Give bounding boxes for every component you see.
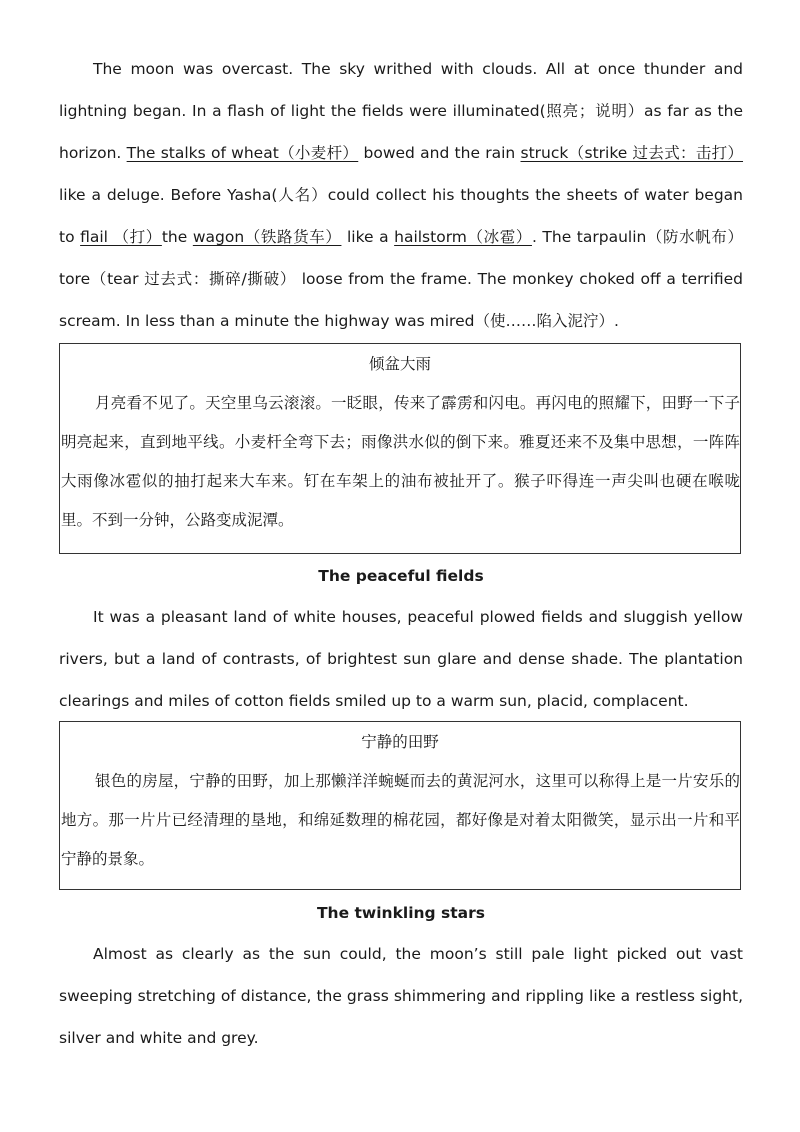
- storm-text-3: like a deluge. Before Yasha(人名）could collect his thoughts the sheets of water began to: [59, 186, 743, 246]
- fields-translation-text: 银色的房屋，宁静的田野，加上那懒洋洋蜿蜒而去的黄泥河水，这里可以称得上是一片安乐的地方。那一片片已经清理的垦地，和绵延数理的棉花园，都好像是对着太阳微笑，显示出一片和平宁静的景象。: [61, 772, 740, 868]
- underlined-wagon: wagon（铁路货车）: [192, 228, 342, 246]
- storm-translation-text: 月亮看不见了。天空里乌云滚滚。一眨眼，传来了霹雳和闪电。再闪电的照耀下，田野一下子明亮起来，直到地平线。小麦杆全弯下去；雨像洪水似的倒下来。雅夏还来不及集中思想，一阵阵大雨像冰雹似的抽打起来大车来。钉在车架上的油布被扯开了。猴子吓得连一声尖叫也硬在喉咙里。不到一分钟，公路变成泥潭。: [61, 394, 740, 529]
- storm-text-5: like a: [341, 228, 395, 246]
- underlined-struck: struck（strike 过去式：击打）: [520, 144, 744, 162]
- underlined-flail: flail （打）: [80, 228, 162, 246]
- fields-paragraph: It was a pleasant land of white houses, peaceful plowed fields and sluggish yellow rivers, but a land of contrasts, of brightest sun glare and dense shade. The plantation clearings and miles of cotton fields smiled up to a warm sun, placid, complacent.: [59, 608, 743, 710]
- storm-paragraph: [59, 48, 743, 342]
- underlined-stalks-of-wheat: The stalks of wheat（小麦杆）: [126, 144, 359, 162]
- underlined-hailstorm: hailstorm（冰雹）: [394, 228, 532, 246]
- stars-paragraph: Almost as clearly as the sun could, the moon’s still pale light picked out vast sweeping stretching of distance, the grass shimmering and rippling like a restless sight, silver and white and grey.: [59, 945, 743, 1047]
- storm-text-4: the: [161, 228, 193, 246]
- fields-translation-box: [59, 721, 741, 890]
- storm-text-1: The moon was overcast. The sky writhed with clouds. All at once thunder and lightning began. In a flash of light the fields were illuminated(照亮；说明）as far as the horizon.: [59, 60, 743, 162]
- storm-translation-title: 倾盆大雨: [368, 355, 431, 373]
- storm-text-6: . The tarpaulin（防水帆布） tore（tear 过去式：撕碎/撕破） loose from the frame. The monkey choked off a terrified scream. In less than a minute the highway was mired（使……陷入泥泞）.: [59, 228, 743, 330]
- fields-heading: The peaceful fields: [318, 567, 484, 585]
- storm-translation-box: [59, 343, 741, 554]
- stars-heading: The twinkling stars: [316, 904, 486, 922]
- fields-translation-title: 宁静的田野: [361, 733, 439, 751]
- storm-text-2: bowed and the rain: [358, 144, 521, 162]
